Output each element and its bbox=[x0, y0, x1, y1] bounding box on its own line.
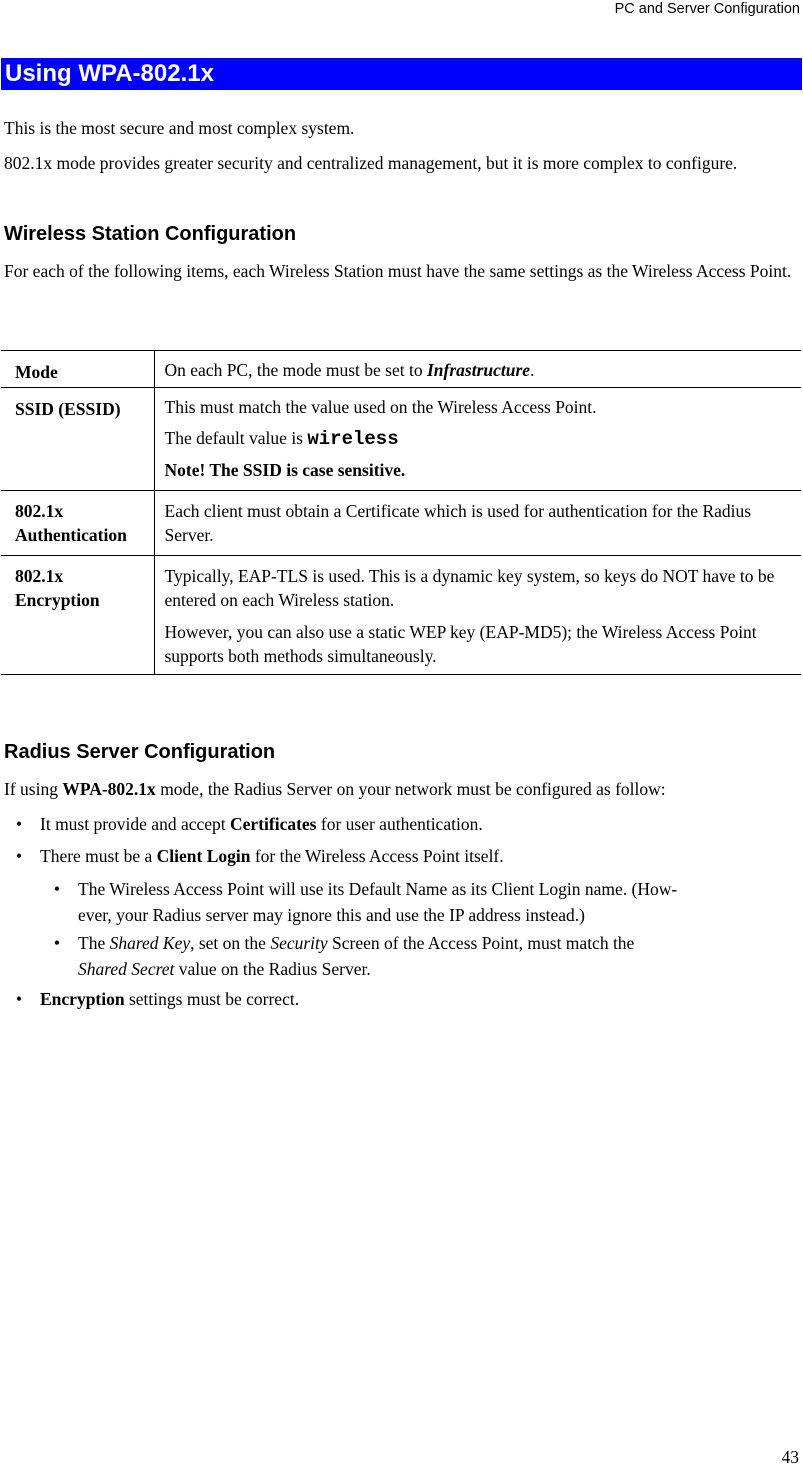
radius-intro-paragraph: If using WPA-802.1x mode, the Radius Server on your network must be configured as follow: bbox=[4, 779, 666, 799]
page-number: 43 bbox=[781, 1447, 799, 1467]
bullet-icon: • bbox=[53, 933, 61, 953]
table-row bbox=[1, 556, 801, 675]
bullet-icon: • bbox=[15, 846, 23, 866]
authentication-label: 802.1x Authentication bbox=[1, 491, 154, 556]
bullet-icon: • bbox=[53, 879, 61, 899]
mode-label: Mode bbox=[1, 351, 154, 388]
table-row bbox=[1, 491, 801, 556]
list-item: • The Shared Key, set on the Security Screen of the Access Point, must match the Shared Secret value on the Radius Server. bbox=[50, 930, 800, 984]
station-intro-paragraph: For each of the following items, each Wireless Station must have the same settings as the Wireless Access Point. bbox=[4, 261, 792, 281]
table-row bbox=[1, 388, 801, 491]
intro-paragraph-1: This is the most secure and most complex system. bbox=[4, 118, 355, 138]
station-settings-table bbox=[1, 350, 801, 675]
authentication-value: Each client must obtain a Certificate which is used for authentication for the Radius Server. bbox=[154, 491, 801, 556]
radius-server-heading: Radius Server Configuration bbox=[4, 741, 276, 763]
infrastructure-emphasis: Infrastructure bbox=[426, 360, 531, 380]
list-item: • The Wireless Access Point will use its Default Name as its Client Login name. (How- ever, your Radius server may ignore this and use the IP address instead.) bbox=[50, 876, 800, 930]
bullet-icon: • bbox=[15, 814, 23, 834]
page-header: PC and Server Configuration bbox=[614, 1, 800, 17]
encryption-label: 802.1x Encryption bbox=[1, 556, 154, 675]
section-title-banner: Using WPA-802.1x bbox=[1, 58, 802, 90]
intro-paragraph-2: 802.1x mode provides greater security and centralized management, but it is more complex to configure. bbox=[4, 153, 738, 173]
bullet-icon: • bbox=[15, 989, 23, 1009]
table-row bbox=[1, 351, 801, 388]
wireless-station-heading: Wireless Station Configuration bbox=[4, 223, 297, 245]
ssid-case-note: Note! The SSID is case sensitive. bbox=[164, 460, 406, 480]
ssid-value: This must match the value used on the Wireless Access Point. The default value is wireless Note! The SSID is case sensitive. bbox=[154, 388, 801, 491]
encryption-value: Typically, EAP-TLS is used. This is a dynamic key system, so keys do NOT have to be entered on each Wireless station. However, you can also use a static WEP key (EAP-MD5); the Wireless Access Point supports both methods simultaneously. bbox=[154, 556, 801, 675]
default-ssid-value: wireless bbox=[307, 428, 399, 450]
mode-value: On each PC, the mode must be set to Infrastructure. bbox=[154, 351, 801, 388]
ssid-label: SSID (ESSID) bbox=[1, 388, 154, 491]
